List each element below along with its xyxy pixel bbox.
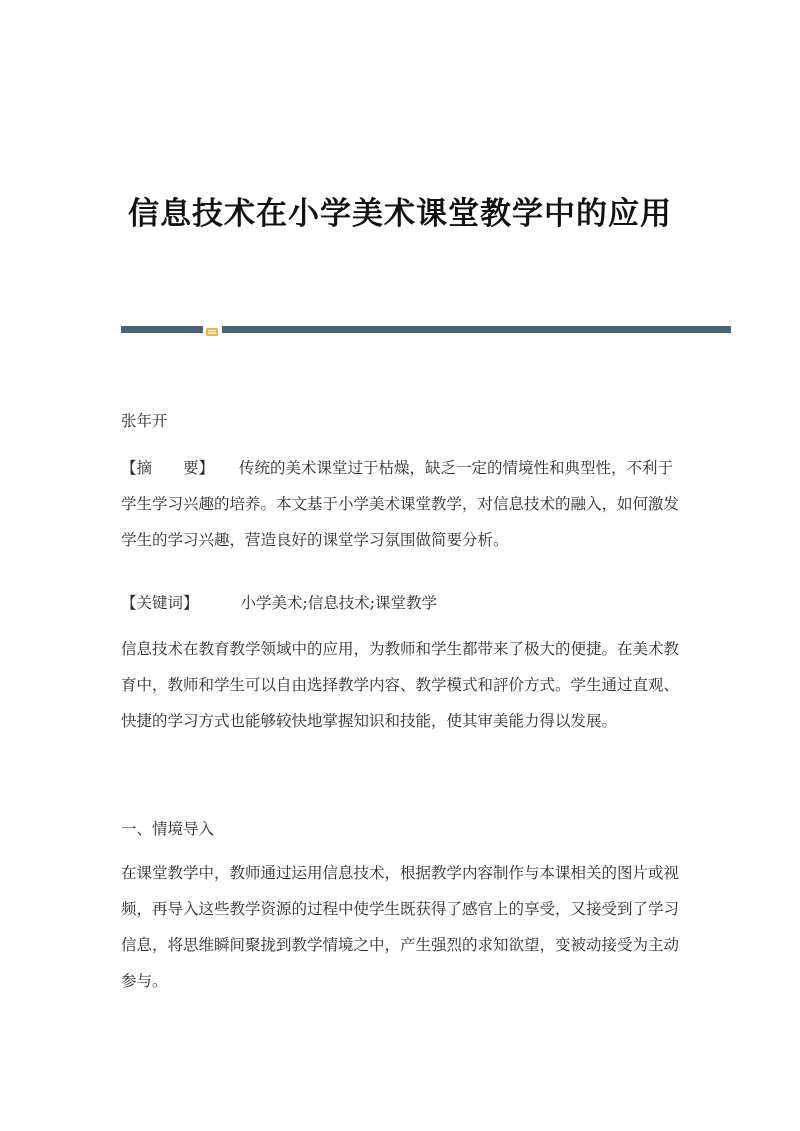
title-divider	[121, 326, 731, 333]
body-paragraph-2: 在课堂教学中，教师通过运用信息技术，根据教学内容制作与本课相关的图片或视频，再导入这些教学资源的过程中使学生既获得了感官上的享受，又接受到了学习信息，将思维瞬间聚拢到教学情境之中，产生强烈的求知欲望，变被动接受为主动参与。	[121, 864, 680, 990]
author-name: 张年开	[121, 412, 168, 430]
keywords	[121, 585, 681, 621]
abstract	[121, 450, 681, 558]
abstract-text: 传统的美术课堂过于枯燥，缺乏一定的情境性和典型性，不利于学生学习兴趣的培养。本文基于小学美术课堂教学，对信息技术的融入，如何激发学生的学习兴趣，营造良好的课堂学习氛围做简要分析。	[121, 459, 680, 549]
keywords-label: 【关键词】	[121, 594, 199, 612]
document-title: 信息技术在小学美术课堂教学中的应用	[128, 196, 672, 232]
divider-bar-left	[121, 326, 203, 333]
section-heading-1: 一、情境导入	[121, 820, 215, 838]
ornament-icon	[205, 323, 219, 335]
abstract-label: 【摘 要】	[121, 459, 215, 477]
keywords-text: 小学美术;信息技术;课堂教学	[240, 594, 437, 612]
body-paragraph-1: 信息技术在教育教学领域中的应用，为教师和学生都带来了极大的便捷。在美术教育中，教师和学生可以自由选择教学内容、教学模式和評价方式。学生通过直观、快捷的学习方式也能够较快地掌握知识和技能，使其审美能力得以发展。	[121, 640, 680, 730]
divider-bar-right	[222, 326, 731, 333]
